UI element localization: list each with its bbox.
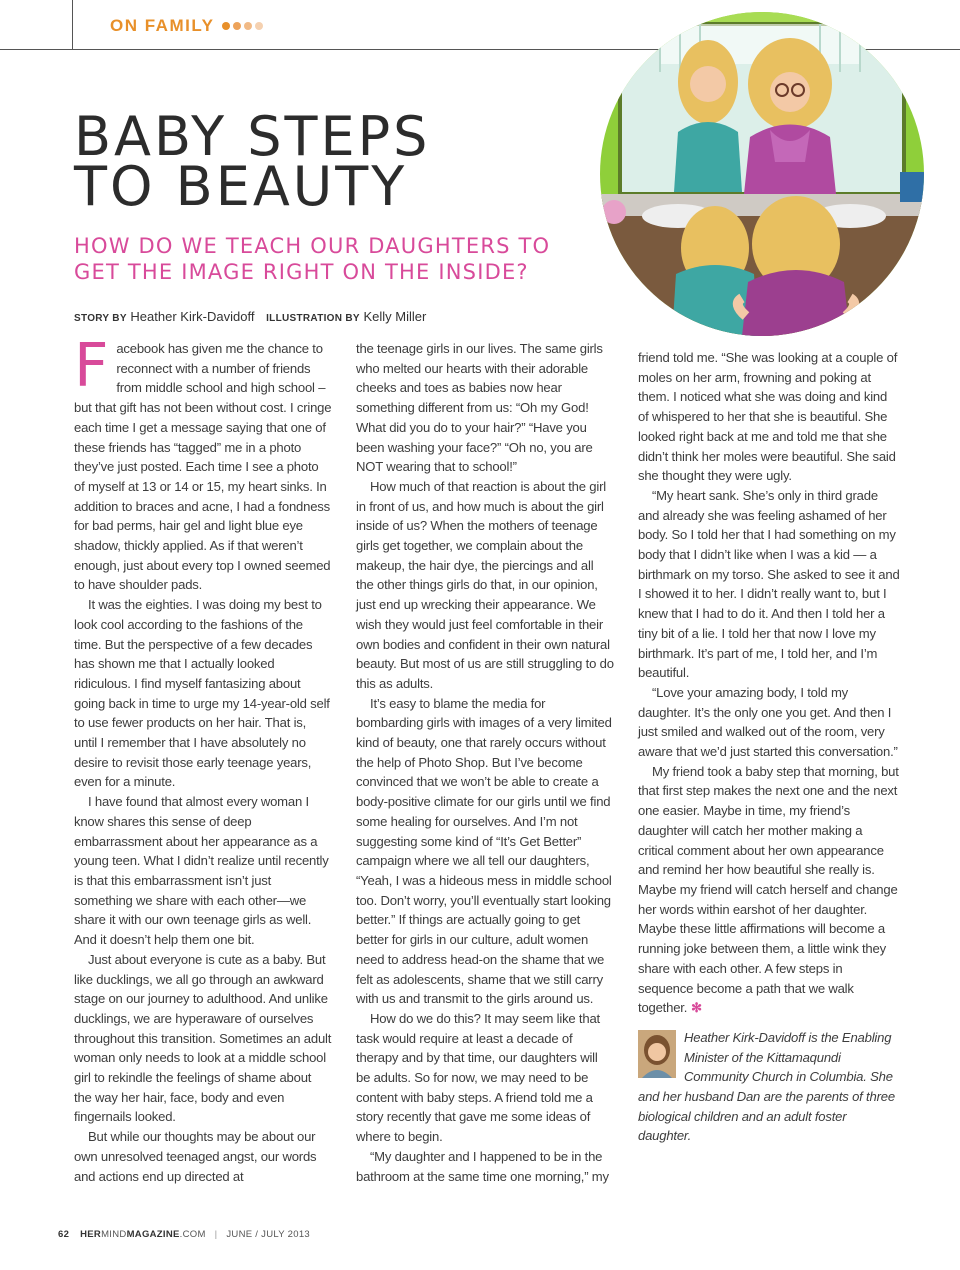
- author-photo: [638, 1030, 676, 1078]
- article-subtitle: [74, 233, 594, 285]
- drop-cap: F: [74, 331, 109, 401]
- section-dot: [222, 22, 230, 30]
- brand-domain: .COM: [179, 1229, 206, 1240]
- section-dot: [244, 22, 252, 30]
- credits: [74, 309, 434, 324]
- page-footer: [58, 1229, 310, 1240]
- paragraph: [638, 762, 900, 1018]
- section-label: [110, 16, 263, 36]
- paragraph: It’s easy to blame the media for bombarding girls with images of a very limited kind of beauty, one that rarely occurs without the help of Photo Shop. But I’ve become convinced that we won’t be able to create a body-positive climate for our girls until we find some healing for ourselves. And I’m not suggesting some kind of “It’s Get Better” campaign where we all tell our daughters, “Yeah, I was a hideous mess in middle school too. Don’t worry, you’ll eventually start looking better.” If things are actually going to get better for girls in our culture, adult women need to address head-on the shame that we felt as adolescents, shame that we still carry with us and transmit to the girls around us.: [356, 695, 612, 1007]
- title-line-1: BABY STEPS: [74, 105, 431, 168]
- bathroom-mirror-illustration: [600, 12, 924, 336]
- article-column-2: [356, 339, 614, 1186]
- illustration-by-label: ILLUSTRATION BY: [266, 313, 360, 324]
- paragraph: How much of that reaction is about the girl in front of us, and how much is about the girl inside of us? When the mothers of teenage girls get together, we complain about the makeup, the hair dye, the piercings and all the other things girls do that, in our opinion, just end up wrecking their appearance. We wish they would just feel comfortable in their own bodies and confident in their own natural beauty. But most of us are still struggling to do this as adults.: [356, 478, 614, 691]
- subtitle-line-2: GET THE IMAGE RIGHT ON THE INSIDE?: [74, 260, 529, 284]
- paragraph: Just about everyone is cute as a baby. But like ducklings, we all go through an awkward stage on our journey to adulthood. And unlike ducklings, we are hyperaware of ourselves throughout this transition. Sometimes an adult woman only needs to look at a middle school girl to rekindle the feelings of shame about the way her hair, face, body and even fingernails looked.: [74, 951, 332, 1125]
- header-divider-vertical: [72, 0, 73, 50]
- article-column-3: [638, 348, 900, 1146]
- issue-date: JUNE / JULY 2013: [226, 1229, 311, 1240]
- brand-mind: MIND: [101, 1229, 127, 1240]
- section-dots: [222, 22, 263, 30]
- paragraph-text: acebook has given me the chance to reconnect with a number of friends from middle school and high school – but that gift has not been without cost. I cringe each time I get a message saying that one of these friends has “tagged” me in a photo they’ve just posted. Each time I see a photo of myself at 13 or 14 or 15, my heart sinks. In addition to braces and acne, I had a fondness for bad perms, hair gel and light blue eye shadow, thickly applied. As if that weren’t enough, just about every top I owned seemed to have shoulder pads.: [74, 341, 332, 593]
- paragraph: “My daughter and I happened to be in the bathroom at the same time one morning,” my: [356, 1148, 609, 1184]
- paragraph: “My heart sank. She’s only in third grade and already she was feeling ashamed of her body. So I told her that I had something on my body that I didn’t like when I was a kid — a birthmark on my torso. She asked to see it and I showed it to her. I didn’t really want to, but I knew that I had to do it. And then I told her a tiny bit of a lie. I told her that now I love my birthmark. It’s part of me, I told her, and I’m beautiful.: [638, 487, 900, 681]
- end-mark-icon: ✻: [691, 1000, 702, 1016]
- paragraph: But while our thoughts may be about our own unresolved teenaged angst, our words and actions end up directed at: [74, 1129, 317, 1184]
- brand-magazine: MAGAZINE: [126, 1229, 180, 1240]
- paragraph: I have found that almost every woman I know shares this sense of deep embarrassment about her appearance as a young teen. What I didn’t realize until recently is that this embarrassment isn’t just something we share with each other—we share it with our own teenage girls as well. And it doesn’t help them one bit.: [74, 794, 329, 948]
- brand-her: HER: [80, 1229, 102, 1240]
- paragraph: “Love your amazing body, I told my daughter. It’s the only one you get. And then I just smiled and walked out of the room, very aware that we’d just started this conversation.”: [638, 684, 898, 760]
- paragraph: It was the eighties. I was doing my best to look cool according to the fashions of the time. But the perspective of a few decades has shown me that I actually looked ridiculous. I find myself fantasizing about going back in time to urge my 14-year-old self to use fewer products on her hair. That is, until I remember that I have absolutely no desire to revisit those early teenage years, even for a minute.: [74, 597, 330, 790]
- paragraph: [74, 331, 332, 595]
- article-title: [74, 105, 431, 218]
- subtitle-line-1: HOW DO WE TEACH OUR DAUGHTERS TO: [74, 234, 551, 258]
- paragraph-text: My friend took a baby step that morning, but that first step makes the next one and the next one easier. Maybe in time, my friend’s daughter will catch her mother making a critical comment about her own appearance and remind her how beautiful she really is. Maybe my friend will catch herself and change her words within earshot of her daughter. Maybe these little affirmations will become a running joke between them, a little wink they share with each other. A few steps in sequence become a path that we walk together.: [638, 763, 899, 1016]
- footer-separator: |: [214, 1229, 218, 1240]
- article-column-1: [74, 331, 332, 1186]
- page-number: 62: [58, 1229, 70, 1240]
- paragraph: How do we do this? It may seem like that task would require at least a decade of therapy and by that time, our daughters will be adults. So for now, we may need to be content with baby steps. A friend told me a story recently that gave me some ideas of where to begin.: [356, 1010, 600, 1145]
- paragraph: friend told me. “She was looking at a couple of moles on her arm, frowning and poking at them. I noticed what she was doing and kind of whispered to her that she is beautiful. She looked right back at me and told me that she didn’t think her moles were beautiful. She said she thought they were ugly.: [638, 350, 898, 484]
- section-label-text: ON FAMILY: [110, 16, 215, 35]
- section-dot: [255, 22, 263, 30]
- story-by-label: STORY BY: [74, 313, 127, 324]
- author-name: Heather Kirk-Davidoff: [130, 309, 255, 324]
- title-line-2: TO BEAUTY: [74, 155, 408, 218]
- paragraph: the teenage girls in our lives. The same girls who melted our hearts with their adorable cheeks and toes as babies now hear something different from us: “Oh my God! What did you do to your hair?” “Have you been washing your face?” “Oh no, you are NOT wearing that to school!”: [356, 341, 603, 475]
- section-dot: [233, 22, 241, 30]
- author-bio-text: Heather Kirk-Davidoff is the Enabling Minister of the Kittamaqundi Community Church in Columbia. She and her husband Dan are the parents of three biological children and an adult foster daughter.: [638, 1029, 895, 1144]
- author-bio: [638, 1028, 900, 1146]
- illustrator-name: Kelly Miller: [363, 309, 427, 324]
